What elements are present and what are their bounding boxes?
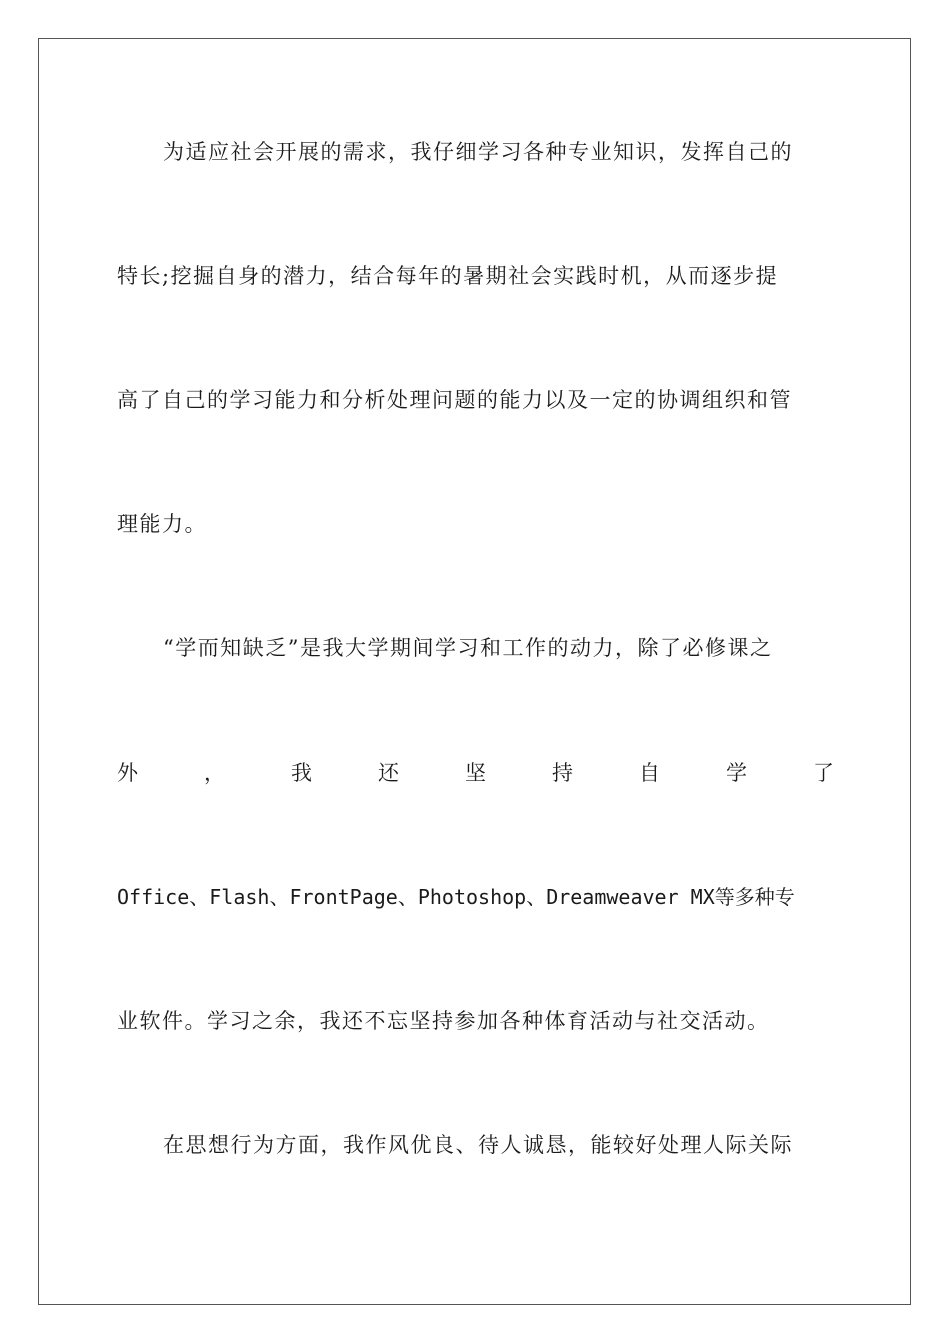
spread-char: ， [204,761,225,785]
spread-char: 外 [117,761,138,785]
spread-char: 学 [726,761,747,785]
paragraph-2-line-3: Office、Flash、FrontPage、Photoshop、Dreamweaver MX等多种专 [117,885,795,909]
spread-char: 持 [552,761,573,785]
paragraph-3-line-1: 在思想行为方面，我作风优良、待人诚恳，能较好处理人际关际 [163,1133,793,1157]
spread-char: 自 [639,761,660,785]
spread-char: 坚 [465,761,486,785]
paragraph-1-line-4: 理能力。 [117,512,207,536]
paragraph-2-line-4: 业软件。学习之余，我还不忘坚持参加各种体育活动与社交活动。 [117,1009,770,1033]
paragraph-1-line-3: 高了自己的学习能力和分析处理问题的能力以及一定的协调组织和管 [117,388,792,412]
paragraph-2-line-1: “学而知缺乏”是我大学期间学习和工作的动力，除了必修课之 [163,636,773,660]
spread-char: 我 [291,761,312,785]
spread-char: 了 [813,761,834,785]
page-border [38,38,911,1305]
paragraph-1-line-2: 特长;挖掘自身的潜力，结合每年的暑期社会实践时机，从而逐步提 [117,264,779,288]
paragraph-2-line-2 [117,758,834,788]
paragraph-1-line-1: 为适应社会开展的需求，我仔细学习各种专业知识，发挥自己的 [163,140,793,164]
spread-char: 还 [378,761,399,785]
